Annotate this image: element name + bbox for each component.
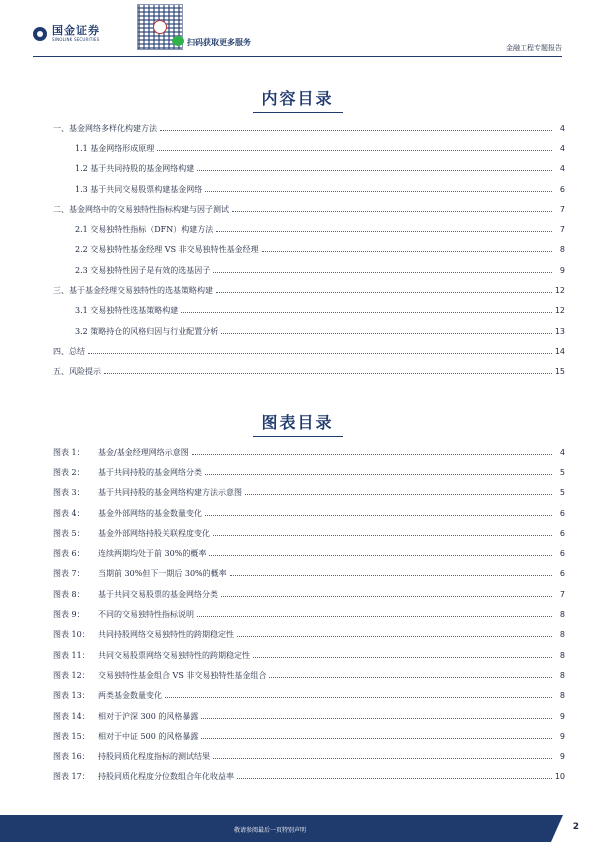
toc-entry-page: 7	[559, 204, 565, 214]
figure-entry-id: 图表 17：	[53, 772, 90, 782]
figure-entry-page: 9	[559, 752, 565, 762]
figure-entry-id: 图表 4：	[53, 508, 85, 518]
figure-dot-leader	[237, 778, 552, 779]
figure-entry-id: 图表 7：	[53, 569, 85, 579]
figure-entry-page: 6	[559, 549, 565, 559]
figures-title-underline	[253, 436, 343, 437]
figure-entry-id: 图表 6：	[53, 549, 85, 559]
figure-entry-page: 8	[559, 610, 565, 620]
toc-dot-leader	[104, 373, 552, 374]
toc-entry-label: 2.2 交易独特性基金经理 VS 非交易独特性基金经理	[75, 245, 259, 255]
toc-entry-page: 12	[554, 306, 565, 316]
figure-entry-title: 不同的交易独特性指标说明	[98, 610, 194, 620]
toc-entry[interactable]	[53, 179, 565, 199]
toc-dot-leader	[216, 292, 552, 293]
toc-dot-leader	[88, 353, 552, 354]
toc-entry-page: 8	[559, 245, 565, 255]
page-number: 2	[572, 822, 579, 832]
qr-caption: 扫码获取更多服务	[187, 38, 251, 47]
figure-dot-leader	[201, 718, 552, 719]
figure-entry-title: 持股同质化程度分位数组合年化收益率	[98, 772, 234, 782]
wechat-icon	[172, 36, 184, 46]
contents-title-underline	[253, 112, 343, 113]
figure-entry-page: 9	[559, 731, 565, 741]
toc-dot-leader	[181, 312, 552, 313]
toc-entry-label: 三、基于基金经理交易独特性的选基策略构建	[53, 286, 213, 296]
figure-entry-title: 基金/基金经理网络示意图	[98, 447, 189, 457]
figure-entry[interactable]	[53, 564, 565, 584]
toc-entry-label: 五、风险提示	[53, 367, 101, 377]
toc-entry-label: 1.2 基于共同持股的基金网络构建	[75, 164, 195, 174]
figure-entry-id: 图表 15：	[53, 731, 90, 741]
figure-entry-page: 10	[554, 772, 565, 782]
figure-entry-page: 8	[559, 691, 565, 701]
figure-entry[interactable]	[53, 604, 565, 624]
report-type: 金融工程专题报告	[506, 44, 562, 52]
toc-dot-leader	[157, 150, 552, 151]
figure-entry[interactable]	[53, 665, 565, 685]
figure-dot-leader	[213, 535, 552, 536]
figure-entry-id: 图表 1：	[53, 447, 85, 457]
figure-entry[interactable]	[53, 442, 565, 462]
logo-mark-icon	[33, 27, 47, 41]
company-logo	[33, 25, 100, 42]
page-header	[0, 0, 595, 60]
figure-entry[interactable]	[53, 584, 565, 604]
toc-entry-label: 四、总结	[53, 346, 85, 356]
table-of-contents	[53, 118, 565, 382]
figure-entry[interactable]	[53, 462, 565, 482]
figure-dot-leader	[205, 474, 552, 475]
toc-dot-leader	[232, 211, 552, 212]
toc-entry-page: 4	[559, 143, 565, 153]
figure-entry-title: 基于共同交易股票的基金网络分类	[98, 589, 218, 599]
figure-entry-page: 8	[559, 650, 565, 660]
figure-entry-page: 5	[559, 488, 565, 498]
toc-entry-label: 一、基金网络多样化构建方法	[53, 123, 157, 133]
toc-entry-page: 15	[554, 367, 565, 377]
figure-entry-title: 交易独特性基金组合 VS 非交易独特性基金组合	[98, 670, 267, 680]
figure-entry[interactable]	[53, 746, 565, 766]
figure-entry-page: 8	[559, 630, 565, 640]
figure-dot-leader	[197, 616, 552, 617]
logo-english-name: SINOLINK SECURITIES	[52, 37, 100, 42]
figure-entry-title: 基于共同持股的基金网络构建方法示意图	[98, 488, 242, 498]
figure-entry[interactable]	[53, 543, 565, 563]
figure-entry-page: 6	[559, 508, 565, 518]
toc-entry[interactable]	[53, 118, 565, 138]
toc-dot-leader	[205, 191, 552, 192]
toc-entry-page: 13	[554, 326, 565, 336]
figure-entry-id: 图表 16：	[53, 752, 90, 762]
toc-dot-leader	[221, 333, 552, 334]
figure-entry-id: 图表 13：	[53, 691, 90, 701]
figures-title-text: 图表目录	[261, 413, 334, 432]
toc-dot-leader	[160, 130, 552, 131]
toc-entry-page: 4	[559, 164, 565, 174]
figure-entry-title: 基于共同持股的基金网络分类	[98, 467, 202, 477]
figure-entry[interactable]	[53, 686, 565, 706]
figure-dot-leader	[237, 636, 552, 637]
figure-entry[interactable]	[53, 767, 565, 787]
figure-entry[interactable]	[53, 625, 565, 645]
toc-entry-label: 1.1 基金网络形成原理	[75, 143, 155, 153]
figure-dot-leader	[205, 515, 552, 516]
figure-entry-id: 图表 8：	[53, 589, 85, 599]
qr-center-seal-icon	[153, 20, 167, 34]
figure-entry-id: 图表 5：	[53, 528, 85, 538]
logo-chinese-name: 国金证券	[52, 24, 100, 37]
toc-entry-page: 12	[554, 286, 565, 296]
toc-entry-page: 6	[559, 184, 565, 194]
toc-dot-leader	[262, 251, 552, 252]
figure-entry-title: 相对于沪深 300 的风格暴露	[98, 711, 199, 721]
figure-dot-leader	[165, 697, 552, 698]
figure-dot-leader	[213, 758, 552, 759]
list-of-figures	[53, 442, 565, 787]
figures-title	[0, 410, 595, 437]
toc-entry[interactable]	[53, 159, 565, 179]
figure-entry-page: 6	[559, 569, 565, 579]
figure-dot-leader	[245, 494, 552, 495]
figure-dot-leader	[230, 575, 552, 576]
figure-entry-id: 图表 11：	[53, 650, 90, 660]
toc-entry[interactable]	[53, 341, 565, 361]
toc-entry-label: 2.3 交易独特性因子是有效的选基因子	[75, 265, 211, 275]
figure-entry-title: 共同持股网络交易独特性的跨期稳定性	[98, 630, 234, 640]
toc-entry[interactable]	[53, 321, 565, 341]
figure-entry[interactable]	[53, 706, 565, 726]
toc-entry[interactable]	[53, 199, 565, 219]
toc-entry-page: 14	[554, 346, 565, 356]
figure-entry-page: 8	[559, 670, 565, 680]
toc-entry-label: 1.3 基于共同交易股票构建基金网络	[75, 184, 203, 194]
figure-entry-title: 相对于中证 500 的风格暴露	[98, 731, 199, 741]
figure-entry-title: 当期前 30%但下一期后 30%的概率	[98, 569, 227, 579]
figure-entry[interactable]	[53, 726, 565, 746]
figure-entry-id: 图表 9：	[53, 610, 85, 620]
toc-entry[interactable]	[53, 301, 565, 321]
toc-entry-label: 2.1 交易独特性指标（DFN）构建方法	[75, 225, 214, 235]
toc-entry[interactable]	[53, 219, 565, 239]
figure-dot-leader	[253, 657, 552, 658]
toc-entry-page: 4	[559, 123, 565, 133]
figure-entry-title: 基金外部网络持股关联程度变化	[98, 528, 210, 538]
contents-title-text: 内容目录	[261, 89, 334, 108]
figure-entry-id: 图表 12：	[53, 670, 90, 680]
figure-entry-title: 基金外部网络的基金数量变化	[98, 508, 202, 518]
figure-entry-id: 图表 3：	[53, 488, 85, 498]
figure-entry-title: 持股同质化程度指标的测试结果	[98, 752, 210, 762]
footer-disclaimer: 敬请参阅最后一页特别声明	[233, 827, 306, 834]
toc-entry-label: 二、基金网络中的交易独特性指标构建与因子测试	[53, 204, 229, 214]
figure-entry-title: 两类基金数量变化	[98, 691, 162, 701]
figure-entry-page: 6	[559, 528, 565, 538]
header-divider	[33, 56, 562, 57]
figure-entry-page: 4	[559, 447, 565, 457]
toc-entry-page: 7	[559, 225, 565, 235]
contents-title	[0, 86, 595, 113]
figure-entry-page: 7	[559, 589, 565, 599]
figure-entry[interactable]	[53, 483, 565, 503]
figure-entry-id: 图表 10：	[53, 630, 90, 640]
toc-entry[interactable]	[53, 362, 565, 382]
figure-entry[interactable]	[53, 503, 565, 523]
figure-dot-leader	[269, 677, 552, 678]
toc-entry-label: 3.1 交易独特性选基策略构建	[75, 306, 179, 316]
figure-entry-title: 共同交易股票网络交易独特性的跨期稳定性	[98, 650, 250, 660]
figure-dot-leader	[192, 454, 552, 455]
figure-dot-leader	[201, 738, 552, 739]
figure-entry[interactable]	[53, 645, 565, 665]
toc-entry-page: 9	[559, 265, 565, 275]
figure-dot-leader	[209, 555, 552, 556]
toc-entry-label: 3.2 策略持仓的风格归因与行业配置分析	[75, 326, 219, 336]
figure-entry-page: 9	[559, 711, 565, 721]
figure-entry-title: 连续两期均处于前 30%的概率	[98, 549, 207, 559]
toc-entry[interactable]	[53, 260, 565, 280]
toc-entry[interactable]	[53, 240, 565, 260]
toc-dot-leader	[213, 272, 552, 273]
figure-dot-leader	[221, 596, 552, 597]
figure-entry[interactable]	[53, 523, 565, 543]
toc-entry[interactable]	[53, 138, 565, 158]
figure-entry-page: 5	[559, 467, 565, 477]
toc-dot-leader	[216, 231, 552, 232]
page-footer	[0, 815, 595, 842]
figure-entry-id: 图表 14：	[53, 711, 90, 721]
toc-entry[interactable]	[53, 280, 565, 300]
toc-dot-leader	[197, 170, 552, 171]
figure-entry-id: 图表 2：	[53, 467, 85, 477]
